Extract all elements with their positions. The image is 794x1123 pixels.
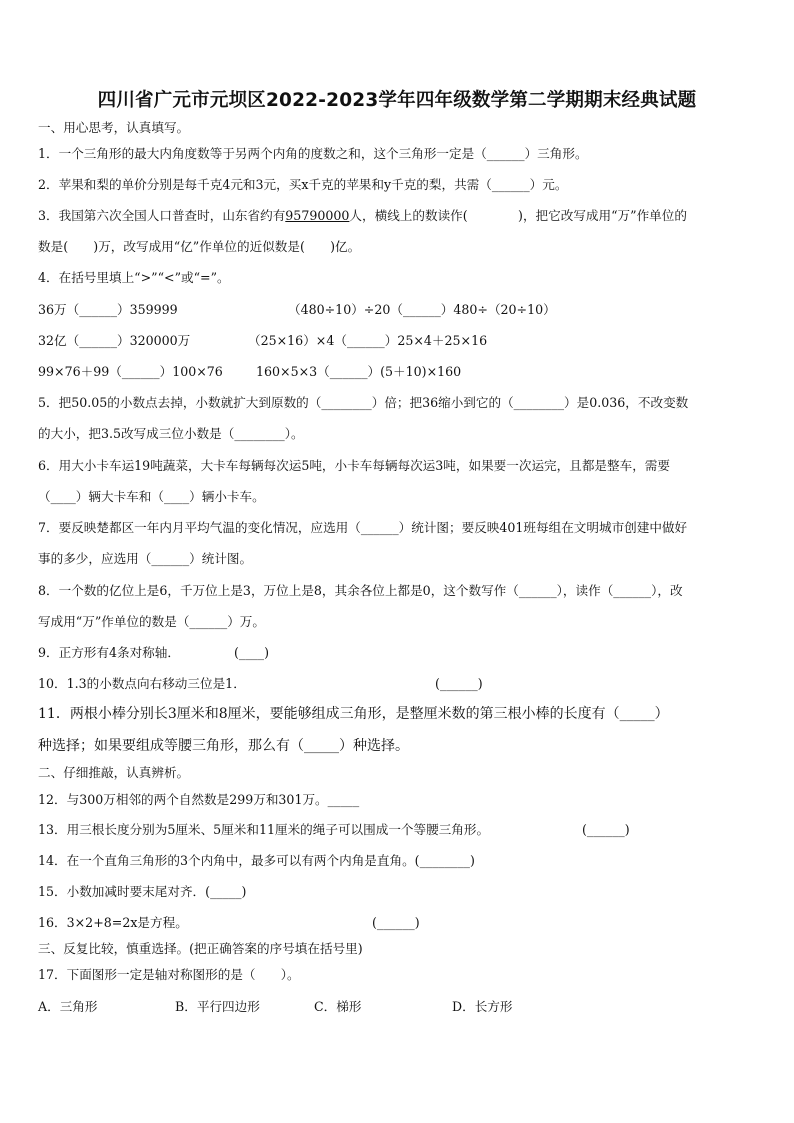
question-16: 16．3×2+8=2x是方程。: [38, 915, 188, 930]
question-7-line-2: 事的多少，应选用（______）统计图。: [38, 551, 253, 566]
question-4-row-3-right: 160×5×3（______）(5＋10)×160: [256, 364, 462, 379]
question-8-line-2: 写成用“万”作单位的数是（______）万。: [38, 614, 265, 629]
question-13: 13．用三根长度分别为5厘米、5厘米和11厘米的绳子可以围成一个等腰三角形。: [38, 822, 490, 837]
question-13-answer-blank: (______): [582, 822, 630, 837]
section-1-heading: 一、用心思考，认真填写。: [38, 120, 190, 135]
section-2-heading: 二、仔细推敲，认真辨析。: [38, 765, 190, 780]
question-4-row-2-left: 32亿（______）320000万: [38, 333, 191, 348]
question-15: 15．小数加减时要末尾对齐．(_____): [38, 884, 247, 899]
question-3-suffix: 人，横线上的数读作( )，把它改写成用“万”作单位的: [349, 208, 687, 223]
question-4-row-1-left: 36万（______）359999: [38, 302, 178, 317]
option-b: B．平行四边形: [175, 999, 260, 1014]
question-11-line-1: 11．两根小棒分别长3厘米和8厘米，要能够组成三角形，是整厘米数的第三根小棒的长度有（_____）: [38, 706, 669, 722]
population-number: 95790000: [285, 208, 350, 223]
question-3-prefix: 3．我国第六次全国人口普查时，山东省约有: [38, 208, 286, 223]
question-5-line-2: 的大小，把3.5改写成三位小数是（________）。: [38, 426, 304, 441]
question-7-line-1: 7．要反映楚都区一年内月平均气温的变化情况，应选用（______）统计图；要反映401班每组在文明城市创建中做好: [38, 520, 688, 535]
question-11-line-2: 种选择；如果要组成等腰三角形，那么有（_____）种选择。: [38, 738, 409, 754]
question-5-line-1: 5．把50.05的小数点去掉，小数就扩大到原数的（________）倍；把36缩小到它的（________）是0.036，不改变数: [38, 395, 689, 410]
question-17: 17．下面图形一定是轴对称图形的是（ ）。: [38, 967, 300, 982]
question-14: 14．在一个直角三角形的3个内角中，最多可以有两个内角是直角。(________): [38, 853, 475, 868]
question-4-row-3-left: 99×76＋99（______）100×76: [38, 364, 223, 379]
question-3-line-1: [38, 208, 687, 224]
question-3-line-2: 数是( )万，改写成用“亿”作单位的近似数是( )亿。: [38, 239, 361, 254]
question-8-line-1: 8．一个数的亿位上是6，千万位上是3，万位上是8，其余各位上都是0，这个数写作（______），读作（______），改: [38, 583, 683, 598]
question-4: 4．在括号里填上“>”“<”或“=”。: [38, 270, 230, 285]
option-a: A．三角形: [38, 999, 98, 1014]
question-4-row-2-right: （25×16）×4（______）25×4＋25×16: [248, 333, 488, 348]
question-16-answer-blank: (______): [372, 915, 420, 930]
question-12: 12．与300万相邻的两个自然数是299万和301万。_____: [38, 792, 360, 807]
option-d: D．长方形: [452, 999, 513, 1014]
section-3-heading: 三、反复比较，慎重选择。(把正确答案的序号填在括号里): [38, 941, 363, 956]
question-10: 10．1.3的小数点向右移动三位是1．: [38, 676, 246, 691]
question-2: 2．苹果和梨的单价分别是每千克4元和3元，买x千克的苹果和y千克的梨，共需（______）元。: [38, 177, 568, 192]
question-1: 1．一个三角形的最大内角度数等于另两个内角的度数之和，这个三角形一定是（______）三角形。: [38, 146, 588, 161]
page-title: 四川省广元市元坝区2022-2023学年四年级数学第二学期期末经典试题: [97, 90, 697, 111]
question-9: 9．正方形有4条对称轴．: [38, 645, 180, 660]
question-4-row-1-right: （480÷10）÷20（______）480÷（20÷10）: [288, 302, 556, 317]
question-10-answer-blank: (______): [435, 676, 483, 691]
question-6-line-1: 6．用大小卡车运19吨蔬菜，大卡车每辆每次运5吨，小卡车每辆每次运3吨，如果要一次运完，且都是整车，需要: [38, 458, 670, 473]
question-9-answer-blank: (____): [234, 645, 270, 660]
option-c: C．梯形: [314, 999, 362, 1014]
question-6-line-2: （____）辆大卡车和（____）辆小卡车。: [38, 489, 265, 504]
